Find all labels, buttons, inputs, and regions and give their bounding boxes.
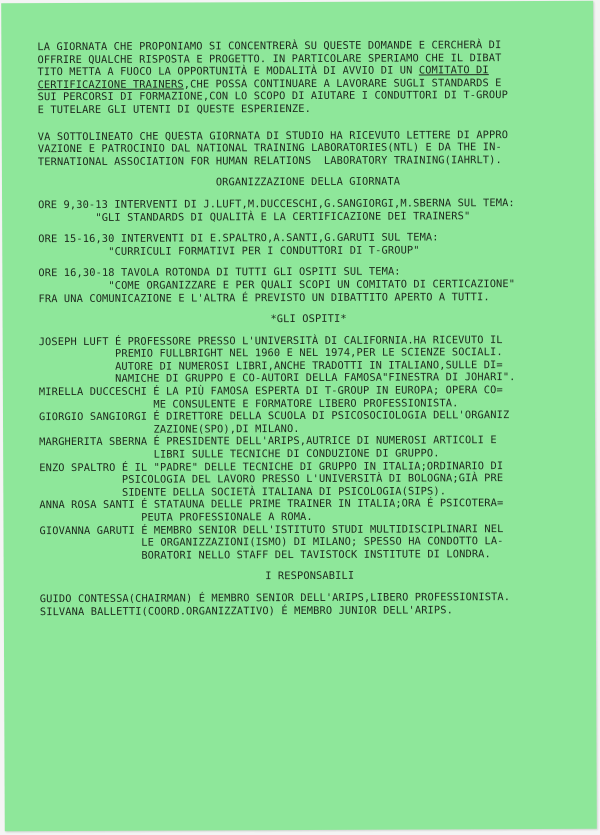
session-text: INTERVENTI DI J.LUFT,M.DUCCESCHI,G.SANGIORGI,M.SBERNA SUL TEMA:	[114, 196, 515, 211]
responsabili-heading: I RESPONSABILI	[265, 570, 355, 583]
endorsement-paragraph	[38, 128, 578, 168]
guests-heading: *GLI OSPITI*	[270, 312, 347, 326]
guest-bio-line: SIDENTE DELLA SOCIETÀ ITALIANA DI PSICOLOGIA(SIPS).	[121, 485, 447, 499]
underlined-committee: COMITATO DI	[418, 64, 489, 77]
text-line: TERNATIONAL ASSOCIATION FOR HUMAN RELATIONS LABORATORY TRAINING(IAHRLT).	[37, 153, 502, 168]
text-line: VA SOTTOLINEATO CHE QUESTA GIORNATA DI STUDIO HA RICEVUTO LETTERE DI APPRO	[37, 128, 509, 143]
guest-bio-line: LIBRI SULLE TECNICHE DI CONDUZIONE DI GRUPPO.	[153, 447, 440, 461]
text-line: E TUTELARE GLI UTENTI DI QUESTE ESPERIENZE.	[37, 102, 311, 117]
session-theme: "CURRICULI FORMATIVI PER I CONDUTTORI DI T-GROUP"	[108, 244, 420, 258]
schedule-session-1	[38, 197, 578, 225]
guest-garuti	[39, 522, 579, 562]
guest-santi	[39, 497, 579, 525]
text-line: VAZIONE E PATROCINIO DAL NATIONAL TRAINING LABORATORIES(NTL) E DA THE IN-	[37, 141, 502, 156]
document-body	[37, 39, 580, 619]
underlined-certification: CERTIFICAZIONE TRAINERS	[37, 78, 184, 91]
guest-bio-line: É PROFESSORE PRESSO L'UNIVERSITÀ DI CALIFORNIA.HA RICEVUTO IL	[114, 333, 503, 348]
session-text: INTERVENTI DI E.SPALTRO,A.SANTI,G.GARUTI SUL TEMA:	[120, 231, 439, 245]
session-theme: "GLI STANDARDS DI QUALITÀ E LA CERTIFICAZIONE DEI TRAINERS"	[95, 209, 471, 224]
text-line: GUIDO CONTESSA(CHAIRMAN) É MEMBRO SENIOR DELL'ARIPS,LIBERO PROFESSIONISTA.	[39, 591, 511, 606]
guest-bio-line: É LA PIÙ FAMOSA ESPERTA DI T-GROUP IN EUROPA; OPERA CO=	[153, 384, 503, 398]
guest-spaltro	[39, 459, 579, 499]
session-text: TAVOLA ROTONDA DI TUTTI GLI OSPITI SUL TEMA:	[120, 265, 401, 280]
guest-bio-line: É MEMBRO SENIOR DELL'ISTITUTO STUDI MULTIDISCIPLINARI NEL	[141, 522, 504, 537]
guest-ducceschi	[39, 384, 579, 412]
text-segment: ,CHE POSSA CONTINUARE A LAVORARE SUGLI STANDARDS E	[183, 76, 502, 91]
schedule-session-3	[38, 265, 578, 293]
text-line: LA GIORNATA CHE PROPONIAMO SI CONCENTRERÀ SU QUESTE DOMANDE E CERCHERÀ DI	[37, 39, 502, 54]
text-line: OFFRIRE QUALCHE RISPOSTA E PROGETTO. IN PARTICOLARE SPERIAMO CHE IL DIBAT	[37, 51, 502, 66]
guest-name: ANNA ROSA SANTI	[39, 499, 142, 512]
guest-name: ENZO SPALTRO	[39, 461, 122, 474]
guest-bio-line: ZAZIONE(SPO),DI MILANO.	[153, 422, 300, 436]
guest-bio-line: PREMIO FULLBRIGHT NEL 1960 E NEL 1974,PER LE SCIENZE SOCIALI.	[114, 346, 503, 361]
guest-name: MARGHERITA SBERNA	[39, 436, 154, 449]
session-time: ORE 15-16,30	[38, 232, 121, 246]
guest-bio-line: É STATAUNA DELLE PRIME TRAINER IN ITALIA;ORA É PSICOTERA=	[141, 497, 504, 512]
guest-name: GIOVANNA GARUTI	[39, 524, 142, 537]
text-line: SILVANA BALLETTI(COORD.ORGANIZZATIVO) É MEMBRO JUNIOR DELL'ARIPS.	[39, 603, 453, 618]
session-time: ORE 16,30-18	[38, 267, 122, 280]
session-theme: "COME ORGANIZZARE E PER QUALI SCOPI UN COMITATO DI CERTICAZIONE"	[108, 277, 516, 292]
responsabili-list	[40, 591, 580, 619]
guest-bio-line: É IL "PADRE" DELLE TECNICHE DI GRUPPO IN ITALIA;ORDINARIO DI	[121, 459, 504, 474]
text-segment: TITO METTA A FUOCO LA OPPORTUNITÀ E MODALITÀ DI AVVIO DI UN	[37, 64, 419, 79]
guest-luft	[39, 333, 579, 386]
guest-bio-line: NAMICHE DI GRUPPO E CO-AUTORI DELLA FAMOSA"FINESTRA DI JOHARI".	[115, 371, 516, 386]
guest-bio-line: ME CONSULENTE E FORMATORE LIBERO PROFESSIONISTA.	[153, 396, 459, 411]
guest-sangiorgi	[39, 409, 579, 437]
text-line: SUI PERCORSI DI FORMAZIONE,CON LO SCOPO DI AIUTARE I CONDUTTORI DI T-GROUP	[37, 89, 508, 104]
guest-bio-line: É DIRETTORE DELLA SCUOLA DI PSICOSOCIOLOGIA DELL'ORGANIZ	[153, 409, 510, 423]
guest-bio-line: BORATORI NELLO STAFF DEL TAVISTOCK INSTITUTE DI LONDRA.	[141, 547, 491, 562]
intro-paragraph	[37, 39, 577, 117]
guest-name: JOSEPH LUFT	[38, 335, 115, 348]
guest-name: MIRELLA DUCCESCHI	[38, 385, 154, 399]
guest-sberna	[39, 434, 579, 462]
guest-bio-line: PEUTA PROFESSIONALE A ROMA.	[141, 510, 313, 524]
organization-heading: ORGANIZZAZIONE DELLA GIORNATA	[215, 175, 401, 189]
guest-bio-line: PSICOLOGIA DEL LAVORO PRESSO L'UNIVERSITÀ DI BOLOGNA;GIÀ PRE	[121, 472, 504, 486]
guest-name: GIORGIO SANGIORGI	[38, 410, 154, 424]
guest-bio-line: É PRESIDENTE DELL'ARIPS,AUTRICE DI NUMEROSI ARTICOLI E	[153, 434, 497, 449]
schedule-session-2	[38, 231, 578, 259]
guest-bio-line: LE ORGANIZZAZIONI(ISMO) DI MILANO; SPESSO HA CONDOTTO LA-	[141, 535, 504, 549]
green-flyer-page	[1, 1, 597, 832]
text-line	[38, 197, 578, 212]
guest-bio-line: AUTORE DI NUMEROSI LIBRI,ANCHE TRADOTTI IN ITALIANO,SULLE DI=	[115, 358, 503, 373]
session-time: ORE 9,30-13	[38, 198, 115, 212]
debate-note: FRA UNA COMUNICAZIONE E L'ALTRA É PREVISTO UN DIBATTITO APERTO A TUTTI.	[38, 290, 490, 305]
